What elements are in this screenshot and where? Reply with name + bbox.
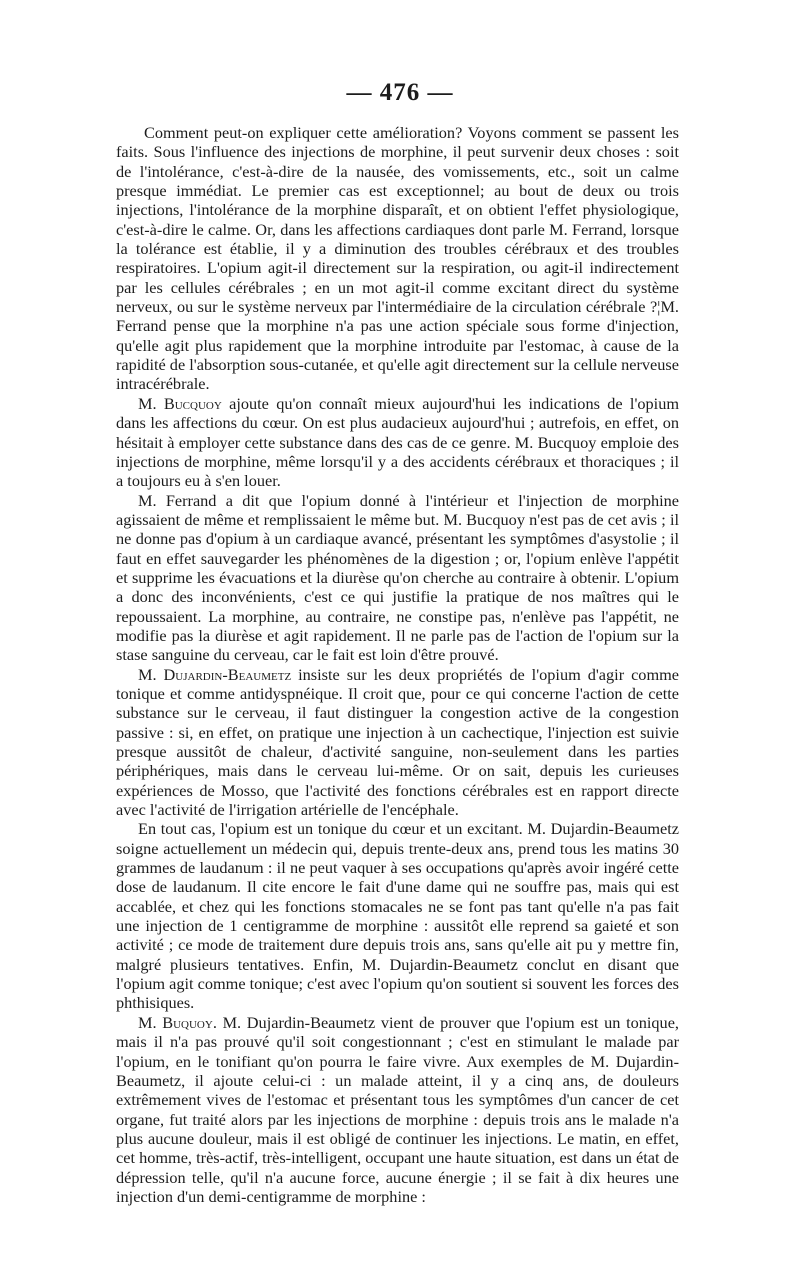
speaker-name: Dujardin-Beaumetz: [163, 664, 292, 684]
paragraph-2-text: ajoute qu'on connaît mieux aujourd'hui les indications de l'opium dans les affections du cœur. On est plus audacieux aujourd'hui ; autrefois, en effet, on hésitait à employer cette substance dans des cas de ce genre. M. Bucquoy emploie des injections de morphine, même lorsqu'il y a des accidents cérébraux et thoraciques ; il a toujours eu à s'en louer.: [116, 393, 679, 491]
body-text: [116, 123, 679, 1206]
paragraph-3: M. Ferrand a dit que l'opium donné à l'intérieur et l'injection de morphine agissaient de même et remplissaient le même but. M. Bucquoy n'est pas de cet avis ; il ne donne pas d'opium à un cardiaque avancé, présentant les symptômes d'asystolie ; il faut en effet sauvegarder les phénomènes de la digestion ; or, l'opium enlève l'appétit et supprime les évacuations et la diurèse qu'on cherche au contraire à obtenir. L'opium a donc des inconvénients, c'est ce qui justifie la pratique de nos maîtres qui le repoussaient. La morphine, au contraire, ne constipe pas, n'enlève pas l'appétit, ne modifie pas la diurèse et agit rapidement. Il ne parle pas de l'action de l'opium sur la stase sanguine du cerveau, car le fait est loin d'être prouvé.: [116, 490, 679, 665]
paragraph-1: Comment peut-on expliquer cette amélioration? Voyons comment se passent les faits. Sous l'influence des injections de morphine, il peut survenir deux choses : soit de l'intolérance, c'est-à-dire de la nausée, des vomissements, etc., soit un calme presque immédiat. Le premier cas est exceptionnel; au bout de deux ou trois injections, l'intolérance de la morphine disparaît, et on obtient l'effet physiologique, c'est-à-dire le calme. Or, dans les affections cardiaques dont parle M. Ferrand, lorsque la tolérance est établie, il y a diminution des troubles cérébraux et des troubles respiratoires. L'opium agit-il directement sur la respiration, ou agit-il indirectement par les cellules cérébrales ; en un mot agit-il comme excitant direct du système nerveux, ou sur le système nerveux par l'intermédiaire de la circulation cérébrale ?¦M. Ferrand pense que la morphine n'a pas une action spéciale sous forme d'injection, qu'elle agit plus rapidement que la morphine introduite par l'estomac, à cause de la rapidité de l'absorption sous-cutanée, et qu'elle agit directement sur la cellule nerveuse intracérébrale.: [116, 123, 679, 394]
paragraph-6: [116, 1013, 679, 1206]
speaker-prefix: M.: [138, 664, 164, 684]
paragraph-5: En tout cas, l'opium est un tonique du cœur et un excitant. M. Dujardin-Beaumetz soigne actuellement un médecin qui, depuis trente-deux ans, prend tous les matins 30 grammes de laudanum : il ne peut vaquer à ses occupations qu'après avoir ingéré cette dose de laudanum. Il cite encore le fait d'une dame qui ne souffre pas, mais qui est accablée, et chez qui les fonctions stomacales ne se font pas tant qu'elle n'a pas fait une injection de 1 centigramme de morphine : aussitôt elle reprend sa gaieté et son activité ; ce mode de traitement dure depuis trois ans, sans qu'elle ait pu y mettre fin, malgré plusieurs tentatives. Enfin, M. Dujardin-Beaumetz conclut en disant que l'opium agit comme tonique; c'est avec l'opium qu'on soutient si souvent les forces des phthisiques.: [116, 819, 679, 1013]
paragraph-4: [116, 665, 679, 820]
speaker-name: Bucquoy: [163, 393, 222, 413]
speaker-prefix: M.: [138, 393, 164, 413]
page-number: — 476 —: [346, 79, 454, 106]
speaker-name: Buquoy: [162, 1012, 213, 1032]
speaker-prefix: M.: [138, 1012, 163, 1032]
paragraph-6-text: . M. Dujardin-Beaumetz vient de prouver que l'opium est un tonique, mais il n'a pas prouvé qu'il soit congestionnant ; c'est en stimulant le malade par l'opium, en le tonifiant qu'on pourra le faire vivre. Aux exemples de M. Dujardin-Beaumetz, il ajoute celui-ci : un malade atteint, il y a cinq ans, de douleurs extrêmement vives de l'estomac et présentant tous les symptômes d'un cancer de cet organe, fut traité alors par les injections de morphine : depuis trois ans le malade n'a plus aucune douleur, mais il est obligé de continuer les injections. Le matin, en effet, cet homme, très-actif, très-intelligent, occupant une haute situation, est dans un état de dépression telle, qu'il n'a aucune force, aucune énergie ; il se fait à dix heures une injection d'un demi-centigramme de morphine :: [116, 1012, 679, 1206]
paragraph-4-text: insiste sur les deux propriétés de l'opium d'agir comme tonique et comme antidyspnéique. Il croit que, pour ce qui concerne l'action de cette substance sur le cerveau, il faut distinguer la congestion active de la congestion passive : si, en effet, on pratique une injection à un cachectique, l'injection est suivie presque aussitôt de chaleur, d'activité sanguine, non-seulement dans les parties périphériques, mais dans le cerveau lui-même. Or on sait, depuis les curieuses expériences de Mosso, que l'activité des fonctions cérébrales est en rapport directe avec l'activité de l'irrigation artérielle de l'encéphale.: [116, 664, 680, 820]
paragraph-2: [116, 394, 679, 491]
